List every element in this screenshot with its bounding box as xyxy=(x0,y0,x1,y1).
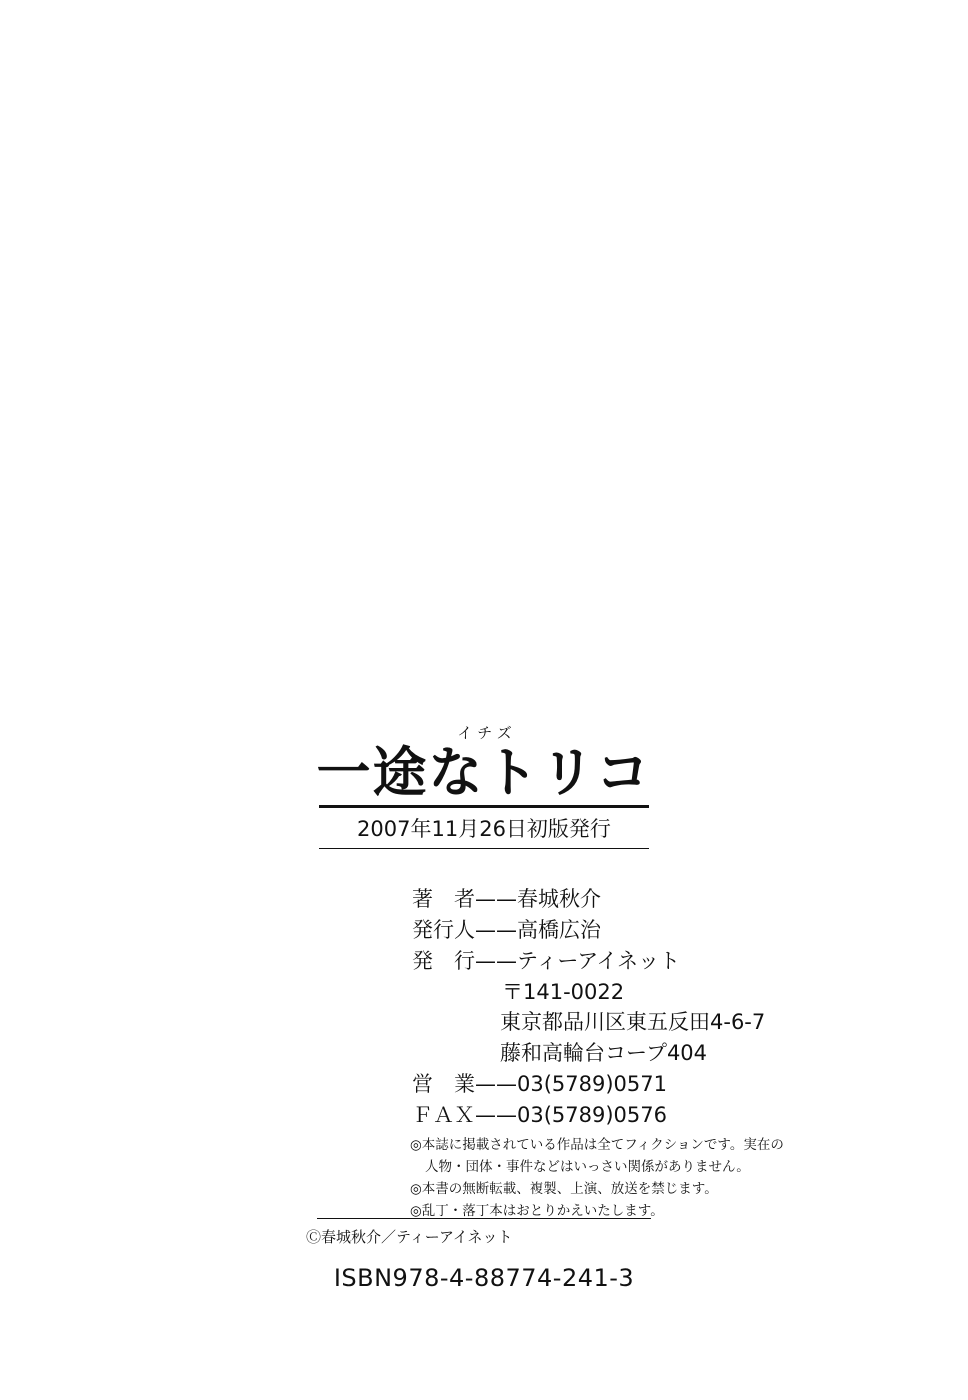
footer-rule xyxy=(317,1218,651,1219)
page-title: 一途なトリコ xyxy=(316,740,652,804)
note-line-reproduction: ◎本書の無断転載、複製、上演、放送を禁じます。 xyxy=(410,1180,718,1197)
credit-row-publisher xyxy=(412,946,744,977)
isbn-line: ISBN978-4-88774-241-3 xyxy=(333,1264,635,1292)
note-line-fiction-2: 人物・団体・事件などはいっさい関係がありません。 xyxy=(425,1158,750,1175)
note-line-fiction-1: ◎本誌に掲載されている作品は全てフィクションです。実在の xyxy=(410,1137,784,1153)
credits-block xyxy=(224,884,766,1131)
title-rule-thin xyxy=(319,848,649,849)
contact-value-sales: 03(5789)0571 xyxy=(517,1072,667,1097)
contact-row-sales xyxy=(412,1069,744,1100)
contact-separator-sales: —— xyxy=(475,1072,517,1097)
credit-row-publisher-person xyxy=(412,915,744,946)
credit-label-author: 著 者 xyxy=(412,887,475,911)
contact-label-fax: ＦＡＸ xyxy=(412,1103,475,1128)
credit-separator-author: —— xyxy=(475,887,517,911)
contact-separator-fax: —— xyxy=(475,1103,517,1128)
credit-value-publisher-person: 高橋広治 xyxy=(517,917,601,942)
credit-separator-publisher: —— xyxy=(475,948,517,973)
title-block xyxy=(274,726,694,849)
title-ruby: イチズ xyxy=(457,724,517,742)
address-postal-code: 〒141-0022 xyxy=(502,979,625,1004)
contact-row-fax xyxy=(412,1100,744,1131)
credit-value-author: 春城秋介 xyxy=(517,887,601,911)
credit-label-publisher-person: 発行人 xyxy=(412,917,475,942)
copyright-line: Ⓒ春城秋介／ティーアイネット xyxy=(306,1228,513,1246)
title-rule-thick xyxy=(319,805,649,808)
footer-block xyxy=(184,1218,784,1292)
publication-date: 2007年11月26日初版発行 xyxy=(357,817,611,842)
credit-label-publisher: 発 行 xyxy=(412,948,475,973)
credit-value-publisher: ティーアイネット xyxy=(517,948,681,973)
address-building: 藤和高輪台コープ404 xyxy=(500,1041,708,1066)
note-line-defects: ◎乱丁・落丁本はおとりかえいたします。 xyxy=(410,1202,664,1219)
credit-separator-publisher-person: —— xyxy=(475,917,517,942)
contact-label-sales: 営 業 xyxy=(412,1072,475,1097)
credit-row-author xyxy=(412,884,744,915)
address-street: 東京都品川区東五反田4-6-7 xyxy=(500,1010,766,1035)
contact-value-fax: 03(5789)0576 xyxy=(517,1103,667,1128)
notes-block xyxy=(224,1135,784,1222)
